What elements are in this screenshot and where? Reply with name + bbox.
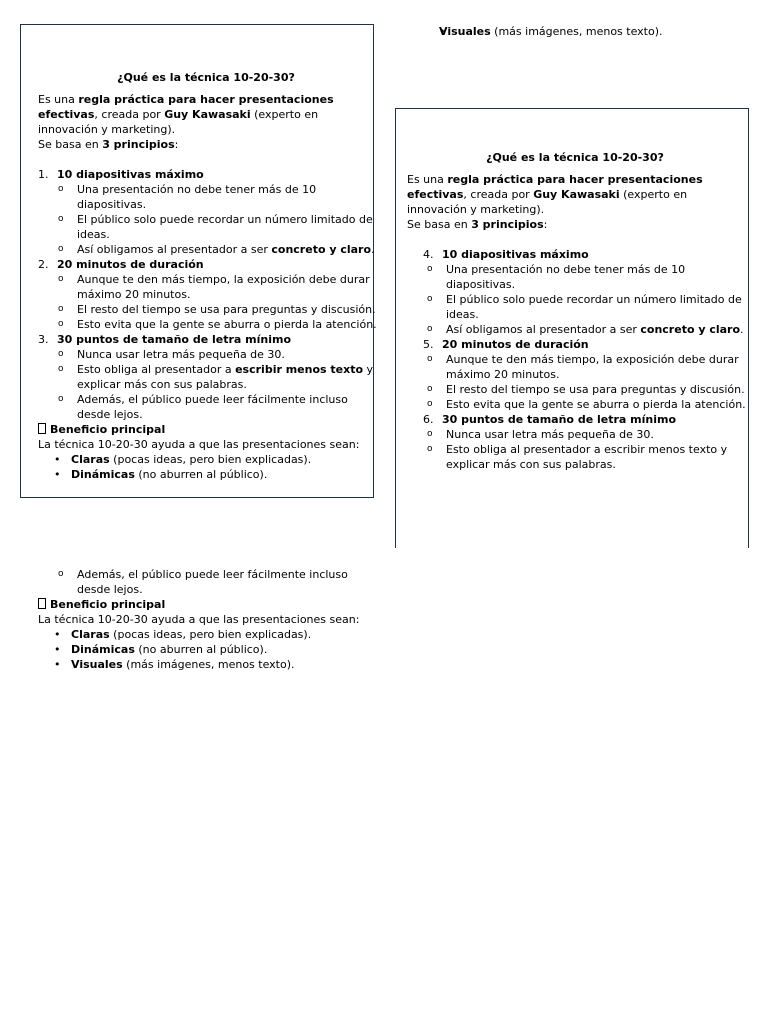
list-item: o Así obligamos al presentador a ser concreto y claro.	[38, 242, 378, 257]
list-item: o Esto evita que la gente se aburra o pierda la atención.	[38, 317, 378, 332]
principle-1: 1. 10 diapositivas máximo o Una presentación no debe tener más de 10 diapositivas. o El público solo puede recordar un número limitado de ideas. o Así obligamos al presentador a ser concreto y claro.	[38, 167, 378, 257]
list-item: o Nunca usar letra más pequeña de 30.	[407, 427, 747, 442]
intro-paragraph: Es una regla práctica para hacer presentaciones efectivas, creada por Guy Kawasaki (experto en innovación y marketing).	[38, 93, 334, 136]
list-item: o Esto obliga al presentador a escribir menos texto y explicar más con sus palabras.	[407, 442, 747, 472]
text-box-left[interactable]	[20, 24, 377, 498]
checkbox-glyph-icon	[38, 598, 46, 609]
list-item: o Aunque te den más tiempo, la exposición debe durar máximo 20 minutos.	[38, 272, 378, 302]
list-item: o Así obligamos al presentador a ser concreto y claro.	[407, 322, 747, 337]
list-item: • Dinámicas (no aburren al público).	[38, 642, 378, 657]
benefit-list-overflow	[38, 627, 378, 672]
list-item: o Nunca usar letra más pequeña de 30.	[38, 347, 378, 362]
principle-5: 5. 20 minutos de duración o Aunque te den más tiempo, la exposición debe durar máximo 20 minutos. o El resto del tiempo se usa para preguntas y discusión. o Esto evita que la gente se aburra o pierda la atención.	[423, 337, 747, 412]
overflow-visuales-top	[423, 24, 753, 39]
principles-list	[38, 167, 378, 422]
list-item: o Aunque te den más tiempo, la exposición debe durar máximo 20 minutos.	[407, 352, 747, 382]
principle-6: 6. 30 puntos de tamaño de letra mínimo o Nunca usar letra más pequeña de 30. o Esto obliga al presentador a escribir menos texto y explicar más con sus palabras.	[423, 412, 747, 472]
page-title: ¿Qué es la técnica 10-20-30?	[117, 71, 295, 84]
list-item: o Además, el público puede leer fácilmente incluso desde lejos.	[38, 567, 378, 597]
list-item: o El resto del tiempo se usa para preguntas y discusión.	[38, 302, 378, 317]
benefit-intro: La técnica 10-20-30 ayuda a que las presentaciones sean:	[38, 438, 360, 451]
list-item: • Dinámicas (no aburren al público).	[38, 467, 378, 482]
principle-4: 4. 10 diapositivas máximo o Una presentación no debe tener más de 10 diapositivas. o El público solo puede recordar un número limitado de ideas. o Así obligamos al presentador a ser concreto y claro.	[423, 247, 747, 337]
basis-paragraph: Se basa en 3 principios:	[38, 138, 179, 151]
list-item: • Claras (pocas ideas, pero bien explicadas).	[38, 452, 378, 467]
principle-2: 2. 20 minutos de duración o Aunque te den más tiempo, la exposición debe durar máximo 20 minutos. o El resto del tiempo se usa para preguntas y discusión. o Esto evita que la gente se aburra o pierda la atención.	[38, 257, 378, 332]
benefit-intro-overflow: La técnica 10-20-30 ayuda a que las presentaciones sean:	[38, 613, 360, 626]
list-item: o El público solo puede recordar un número limitado de ideas.	[407, 292, 747, 322]
text-box-left-content	[38, 70, 378, 482]
page-title-right: ¿Qué es la técnica 10-20-30?	[486, 151, 664, 164]
list-item: o Una presentación no debe tener más de 10 diapositivas.	[407, 262, 747, 292]
intro-paragraph-right: Es una regla práctica para hacer presentaciones efectivas, creada por Guy Kawasaki (experto en innovación y marketing).	[407, 173, 703, 216]
list-item: o El resto del tiempo se usa para preguntas y discusión.	[407, 382, 747, 397]
list-item: • Visuales (más imágenes, menos texto).	[423, 24, 753, 39]
list-item: o Esto evita que la gente se aburra o pierda la atención.	[407, 397, 747, 412]
overflow-left-bottom	[38, 567, 378, 672]
basis-paragraph-right: Se basa en 3 principios:	[407, 218, 548, 231]
checkbox-glyph-icon	[38, 423, 46, 434]
list-item: o El público solo puede recordar un número limitado de ideas.	[38, 212, 378, 242]
benefit-heading-overflow: Beneficio principal	[38, 597, 378, 612]
benefit-heading: Beneficio principal	[38, 422, 378, 437]
list-item: o Además, el público puede leer fácilmente incluso desde lejos.	[38, 392, 378, 422]
principles-list-right	[407, 247, 747, 472]
list-item: • Visuales (más imágenes, menos texto).	[38, 657, 378, 672]
text-box-right-content	[407, 150, 747, 472]
benefit-list	[38, 452, 378, 482]
list-item: o Esto obliga al presentador a escribir menos texto y explicar más con sus palabras.	[38, 362, 378, 392]
list-item: • Claras (pocas ideas, pero bien explicadas).	[38, 627, 378, 642]
principle-3: 3. 30 puntos de tamaño de letra mínimo o Nunca usar letra más pequeña de 30. o Esto obliga al presentador a escribir menos texto y explicar más con sus palabras. o Además, el público puede leer fácilmente incluso desde lejos.	[38, 332, 378, 422]
text-box-right[interactable]	[395, 108, 749, 548]
list-item: o Una presentación no debe tener más de 10 diapositivas.	[38, 182, 378, 212]
